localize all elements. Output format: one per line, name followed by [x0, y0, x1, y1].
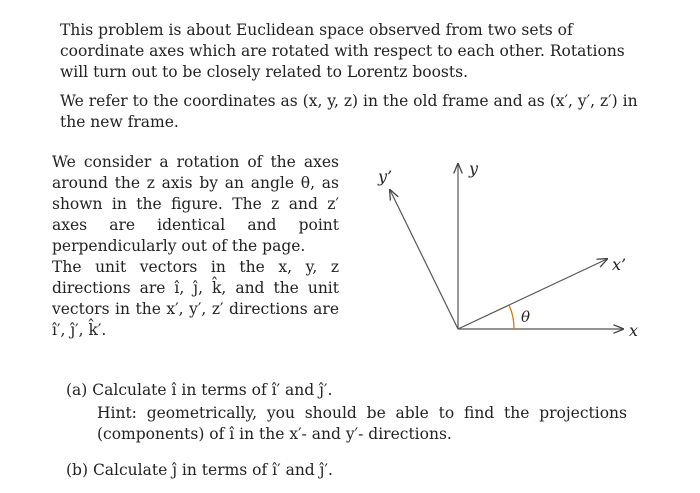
label-x: x — [629, 321, 639, 340]
rotation-figure — [370, 152, 670, 342]
question-b: (b) Calculate ĵ in terms of î′ and ĵ′. — [66, 461, 333, 479]
theta-arc — [509, 305, 514, 329]
intro-paragraph-1: This problem is about Euclidean space observed from two sets of coordinate axes which are rotated with respect to each other. Rotations will turn out to be closely related to Lorentz boosts. — [60, 21, 625, 81]
intro-paragraph-2: We refer to the coordinates as (x, y, z) in the old frame and as (x′, y′, z′) in the new frame. — [60, 92, 638, 131]
y-prime-axis — [390, 190, 458, 329]
question-a-hint: Hint: geometrically, you should be able to find the projections (components) of î in the x′- and y′- directions. — [97, 404, 627, 443]
label-theta: θ — [521, 308, 531, 326]
label-y-prime: y’ — [378, 167, 393, 186]
unit-vectors-description-text: The unit vectors in the x, y, z directions are î, ĵ, k̂, and the unit vectors in the x′, y′, z′ directions are î′, ĵ′, k̂′. — [52, 258, 339, 339]
rotation-description-text: We consider a rotation of the axes around the z axis by an angle θ, as shown in the figure. The z and z′ axes are identical and point perpendicularly out of the page. — [52, 153, 339, 255]
question-a: (a) Calculate î in terms of î′ and ĵ′. — [66, 381, 333, 399]
x-prime-axis — [458, 259, 607, 329]
rotation-description — [52, 152, 339, 341]
label-y: y — [469, 159, 479, 178]
label-x-prime: x’ — [612, 255, 627, 274]
